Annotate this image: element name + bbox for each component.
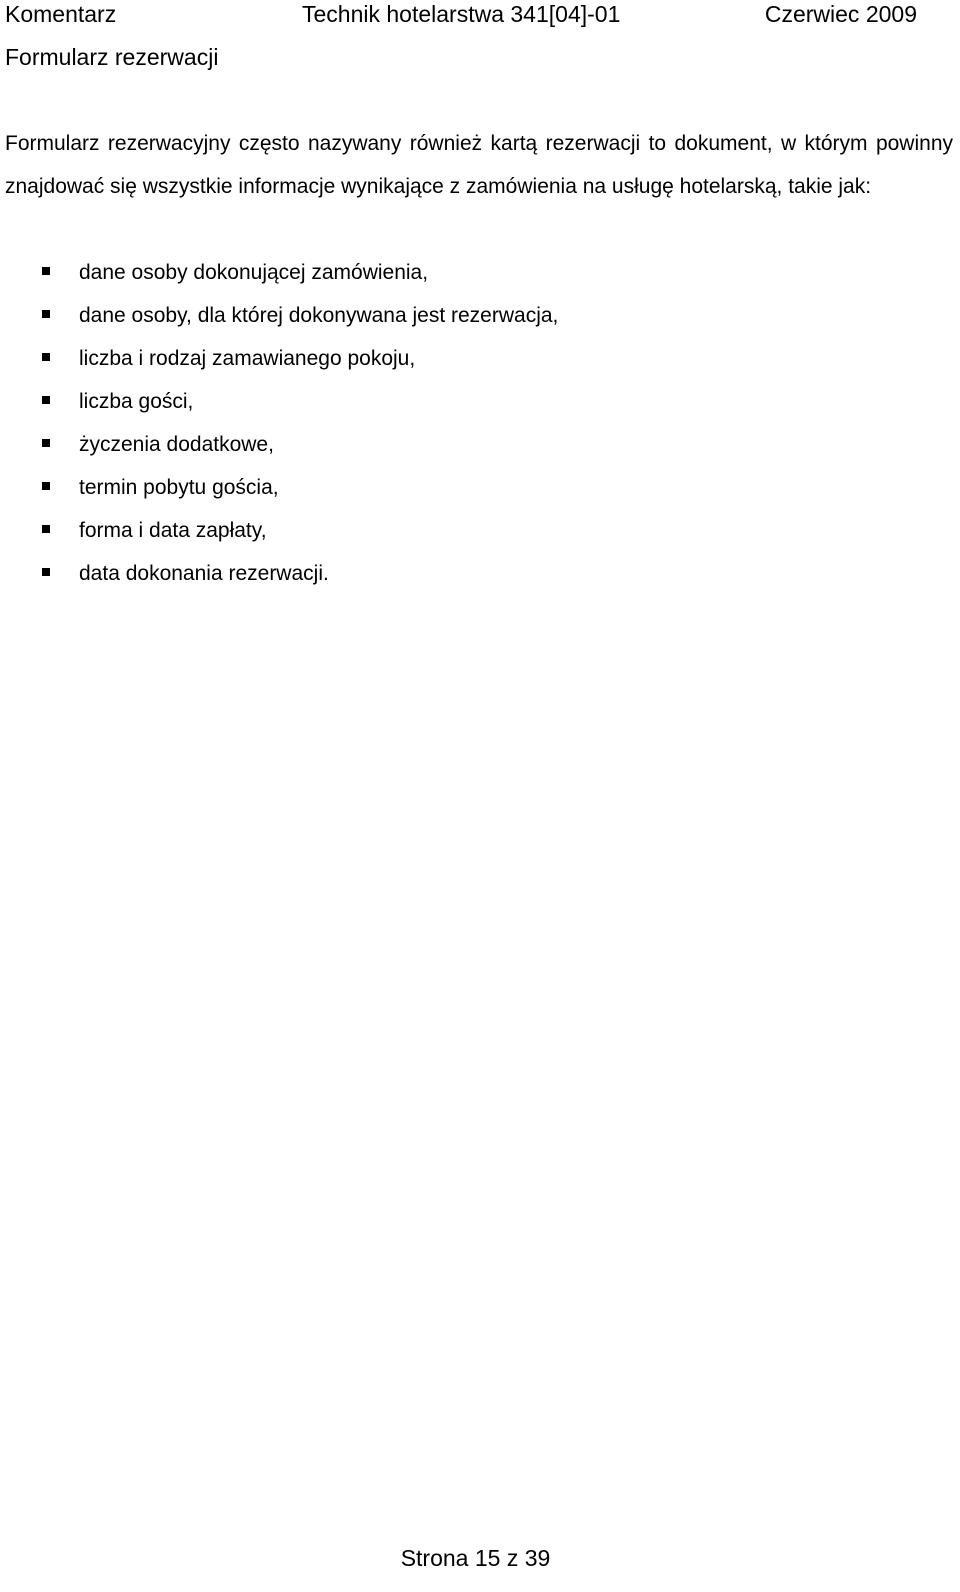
- square-bullet-icon: [42, 353, 50, 361]
- square-bullet-icon: [42, 525, 50, 533]
- list-item: [0, 294, 558, 337]
- intro-paragraph: Formularz rezerwacyjny często nazywany również kartą rezerwacji to dokument, w którym powinny znajdować się wszystkie informacje wynikające z zamówienia na usługę hotelarską, takie jak:: [5, 132, 953, 198]
- list-item: [0, 509, 558, 552]
- square-bullet-icon: [42, 439, 50, 447]
- square-bullet-icon: [42, 482, 50, 490]
- square-bullet-icon: [42, 396, 50, 404]
- list-item-text: data dokonania rezerwacji.: [79, 562, 329, 585]
- list-item: [0, 380, 558, 423]
- list-item: [0, 337, 558, 380]
- square-bullet-icon: [42, 310, 50, 318]
- list-item-text: dane osoby dokonującej zamówienia,: [79, 261, 429, 284]
- list-item-text: liczba i rodzaj zamawianego pokoju,: [79, 347, 416, 370]
- requirements-list: [0, 251, 558, 595]
- list-item: [0, 552, 558, 595]
- list-item-text: dane osoby, dla której dokonywana jest rezerwacja,: [79, 304, 559, 327]
- list-item-text: życzenia dodatkowe,: [79, 433, 274, 456]
- list-item: [0, 251, 558, 294]
- list-item: [0, 423, 558, 466]
- header-course-title: Technik hotelarstwa 341[04]-01: [302, 1, 621, 27]
- header-document-type: Komentarz: [5, 1, 117, 27]
- page-header: [5, 0, 917, 30]
- square-bullet-icon: [42, 568, 50, 576]
- list-item: [0, 466, 558, 509]
- list-item-text: termin pobytu gościa,: [79, 476, 279, 499]
- header-date: Czerwiec 2009: [764, 1, 917, 27]
- list-item-text: liczba gości,: [79, 390, 194, 413]
- square-bullet-icon: [42, 267, 50, 275]
- section-title: Formularz rezerwacji: [5, 44, 219, 70]
- page-number: Strona 15 z 39: [400, 1545, 551, 1571]
- list-item-text: forma i data zapłaty,: [79, 519, 267, 542]
